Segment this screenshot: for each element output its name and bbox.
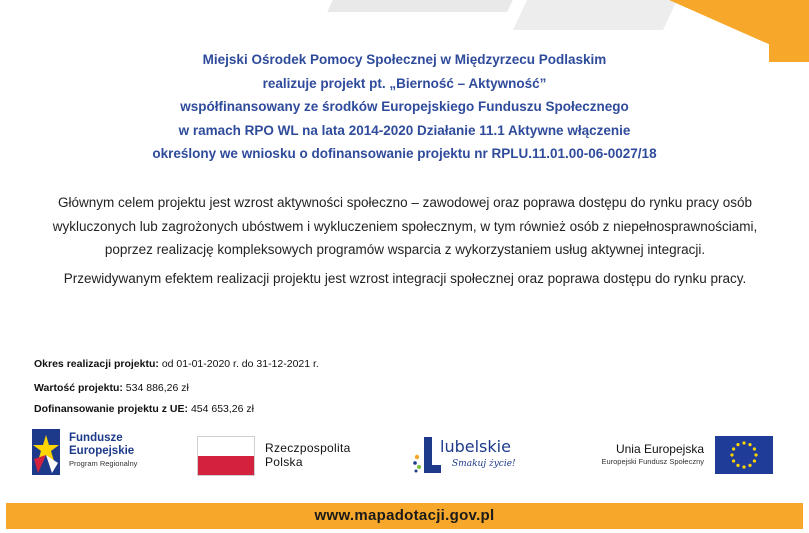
lubelskie-name: lubelskie — [440, 437, 511, 456]
decor-gray-stripe-2 — [513, 0, 677, 30]
value-label: Wartość projektu: — [34, 382, 123, 394]
value-amount: 534 886,26 zł — [125, 382, 189, 394]
footer-url[interactable]: www.mapadotacji.gov.pl — [314, 507, 495, 524]
cofinancing-label: Dofinansowanie projektu z UE: — [34, 403, 189, 415]
logo-strip — [0, 425, 809, 485]
header-line-project: realizuje projekt pt. „Bierność – Aktywność” — [262, 75, 547, 91]
fe-line-1: Fundusze — [69, 432, 123, 444]
period-row — [34, 354, 319, 375]
rzeczpospolita-polska-logo — [265, 441, 351, 469]
polish-flag-icon — [197, 436, 255, 476]
unia-europejska-text — [580, 442, 704, 468]
header-line-program: w ramach RPO WL na lata 2014-2020 Działanie 11.1 Aktywne włączenie — [178, 122, 631, 138]
lubelskie-mark-icon — [412, 435, 442, 475]
cofinancing-row — [34, 399, 319, 420]
header-line-funding: współfinansowany ze środków Europejskiego Funduszu Społecznego — [180, 99, 629, 114]
period-label: Okres realizacji projektu: — [34, 358, 159, 370]
footer-bar — [6, 503, 803, 529]
decor-gray-stripe — [327, 0, 513, 12]
ue-line-2: Europejski Fundusz Społeczny — [601, 457, 704, 466]
rp-line-1: Rzeczpospolita — [265, 441, 351, 455]
lubelskie-logo — [412, 433, 522, 477]
project-description — [30, 191, 780, 290]
project-details — [34, 354, 319, 420]
fe-line-2: Europejskie — [69, 445, 135, 457]
effect-paragraph: Przewidywanym efektem realizacji projektu jest wzrost integracji społecznej oraz poprawa dostępu do rynku pracy. — [63, 270, 747, 286]
lubelskie-slogan: Smakuj życie! — [452, 459, 516, 469]
fe-line-3: Program Regionalny — [69, 459, 138, 468]
goal-paragraph: Głównym celem projektu jest wzrost aktywności społeczno – zawodowej oraz poprawa dostępu do rynku pracy osób wykluczonych lub zagrożonych ubóstwem i wykluczeniem społecznym, w tym również osób z niepełnosprawnościami, poprzez realizację kompleksowych programów wsparcia z wykorzystaniem usług aktywnej integracji. — [52, 195, 758, 257]
cofinancing-amount: 454 653,26 zł — [190, 403, 254, 415]
project-header — [0, 48, 809, 166]
header-line-institution: Miejski Ośrodek Pomocy Społecznej w Międzyrzecu Podlaskim — [202, 52, 607, 67]
period-value: od 01-01-2020 r. do 31-12-2021 r. — [161, 358, 319, 370]
rp-line-2: Polska — [265, 455, 303, 469]
ue-line-1: Unia Europejska — [615, 442, 704, 456]
value-row — [34, 378, 319, 399]
eu-flag-icon — [715, 436, 773, 474]
header-line-application: określony we wniosku o dofinansowanie projektu nr RPLU.11.01.00-06-0027/18 — [152, 146, 657, 161]
fe-star-icon — [32, 429, 60, 475]
